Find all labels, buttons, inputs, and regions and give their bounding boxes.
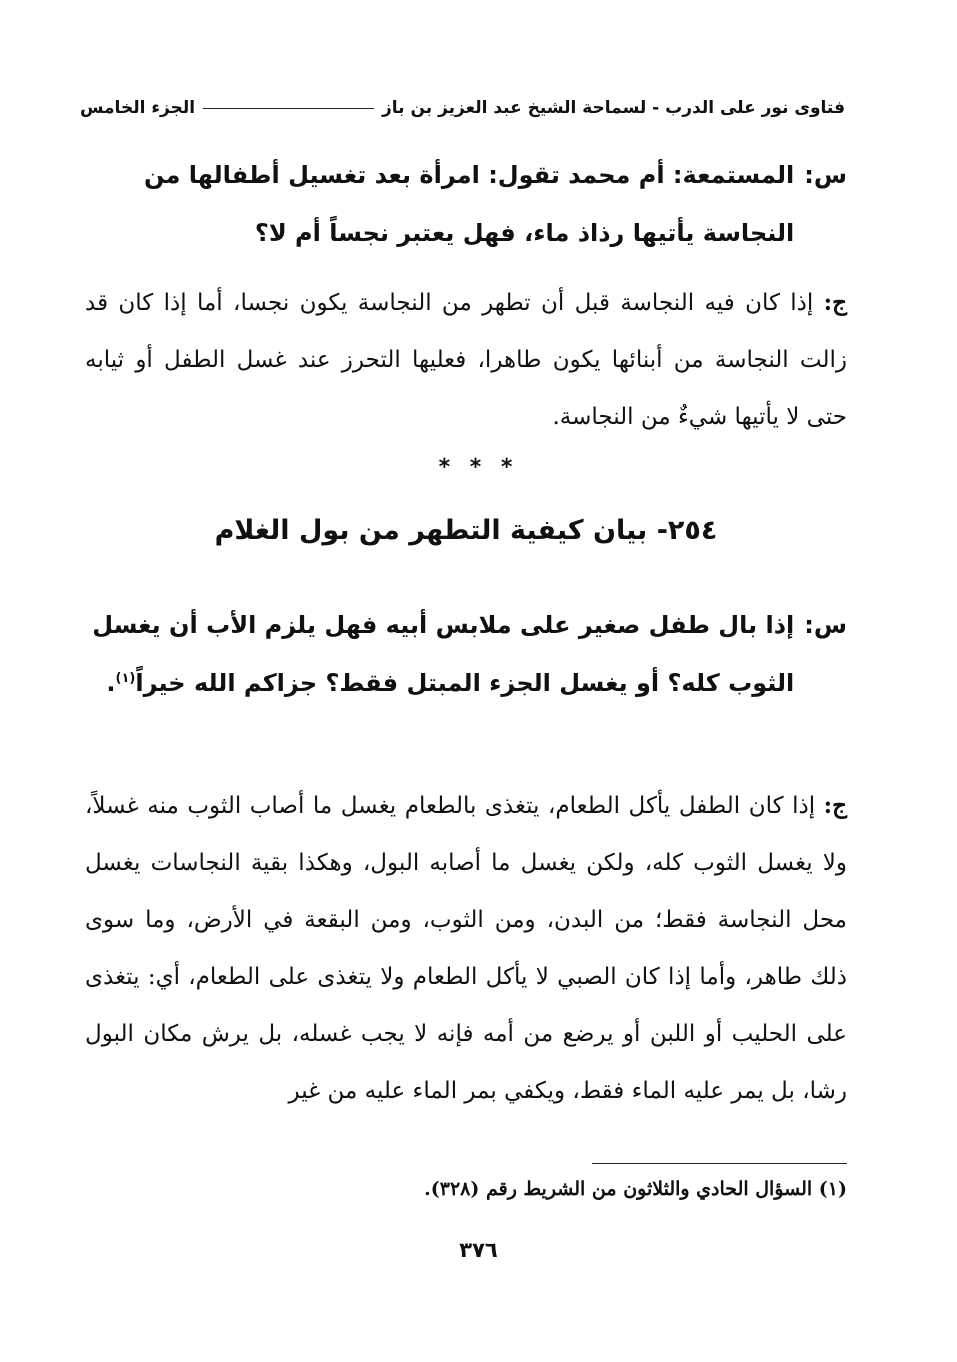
footnote: (١) السؤال الحادي والثلاثون من الشريط رقم (٣٢٨).: [424, 1178, 847, 1200]
running-header: [80, 88, 845, 128]
section-title: ٢٥٤- بيان كيفية التطهر من بول الغلام: [214, 515, 718, 546]
question-text-container: [85, 596, 794, 712]
answer-text: إذا كان فيه النجاسة قبل أن تطهر من النجاسة يكون نجسا، أما إذا كان قد زالت النجاسة من أبنائها يكون طاهرا، فعليها التحرز عند غسل الطفل أو ثيابه حتى لا يأتيها شيءٌ من النجاسة.: [85, 290, 847, 430]
header-rule: [203, 108, 374, 109]
page-number: ٣٧٦: [459, 1238, 498, 1262]
header-volume: الجزء الخامس: [80, 98, 196, 118]
question-text: المستمعة: أم محمد تقول: امرأة بعد تغسيل أطفالها من النجاسة يأتيها رذاذ ماء، فهل يعتبر نجساً أم لا؟: [143, 161, 795, 247]
question-label: س:: [804, 161, 847, 189]
answer-2: [85, 777, 847, 1120]
question-text: إذا بال طفل صغير على ملابس أبيه فهل يلزم الأب أن يغسل الثوب كله؟ أو يغسل الجزء المبتل فقط؟ جزاكم الله خيراً: [92, 611, 795, 697]
answer-label: ج:: [823, 792, 848, 819]
question-label: س:: [804, 611, 847, 639]
answer-text: إذا كان الطفل يأكل الطعام، يتغذى بالطعام يغسل ما أصاب الثوب منه غسلاً، ولا يغسل الثوب كله، ولكن يغسل ما أصابه البول، وهكذا بقية النجاسات يغسل محل النجاسة فقط؛ من البدن، ومن الثوب، ومن البقعة في الأرض، وما سوى ذلك طاهر، وأما إذا كان الصبي لا يأكل الطعام ولا يتغذى على الطعام، أي: يتغذى على الحليب أو اللبن أو يرضع من أمه فإنه لا يجب غسله، بل يرش مكان البول رشا، بل يمر عليه الماء فقط، ويكفي بمر الماء عليه من غير: [85, 793, 847, 1104]
header-title: فتاوى نور على الدرب - لسماحة الشيخ عبد العزيز بن باز: [382, 98, 845, 118]
footnote-marker[interactable]: (١): [115, 671, 136, 686]
question-end: .: [106, 669, 116, 697]
question-2: [85, 596, 847, 712]
answer-label: ج:: [823, 289, 848, 316]
section-separator: * * *: [438, 455, 519, 480]
question-1: [85, 146, 847, 262]
answer-1: [85, 274, 847, 446]
footnote-rule: [592, 1163, 847, 1164]
